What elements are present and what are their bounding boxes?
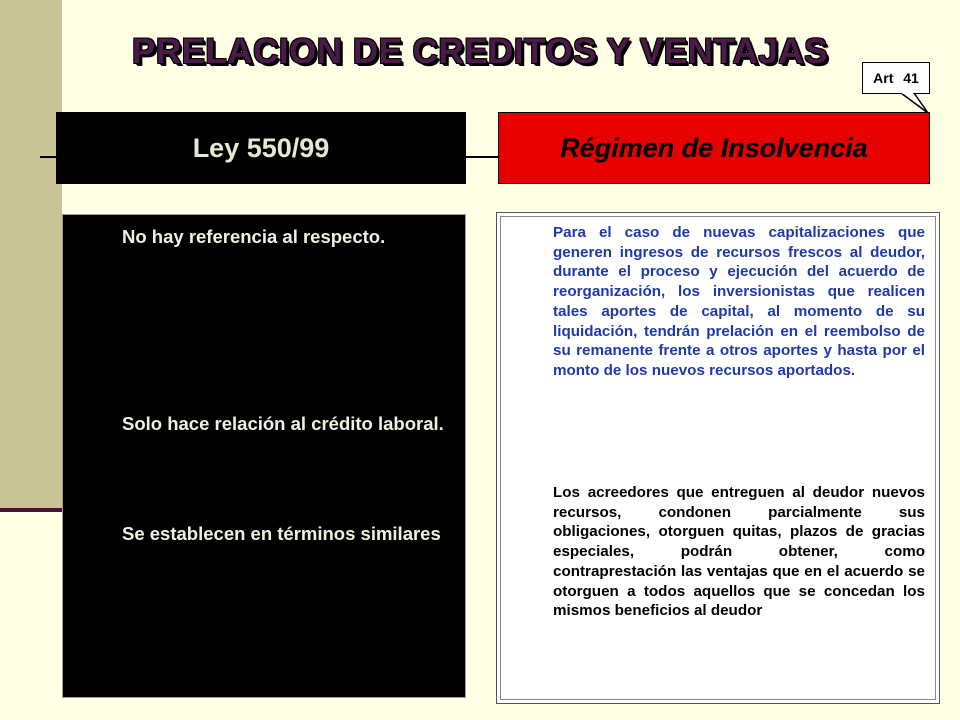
right-content-panel — [496, 212, 940, 704]
slide-title: PRELACION DE CREDITOS Y VENTAJAS — [131, 32, 829, 71]
left-content-panel — [62, 214, 466, 698]
decorative-side-line — [0, 508, 64, 512]
article-callout: Art 41 — [862, 62, 930, 94]
connector-line-middle — [464, 156, 500, 158]
right-column-header: Régimen de Insolvencia — [498, 112, 930, 184]
right-paragraph-1: Para el caso de nuevas capitalizaciones que generen ingresos de recursos frescos al deudor, durante el proceso y ejecución del acuerdo de reorganización, los inversionistas que realicen tales aportes de capital, al momento de su liquidación, tendrán prelación en el reembolso de su remanente frente a otros aportes y hasta por el monto de los nuevos recursos aportados. — [553, 224, 925, 379]
right-paragraph-2: Los acreedores que entreguen al deudor nuevos recursos, condonen parcialmente sus obligaciones, otorguen quitas, plazos de gracias especiales, podrán obtener, como contraprestación las ventajas que en el acuerdo se otorguen a todos aquellos que se concedan los mismos beneficios al deudor — [553, 484, 925, 620]
left-paragraph-2: Solo hace relación al crédito laboral. — [122, 413, 444, 434]
left-paragraph-1: No hay referencia al respecto. — [122, 226, 386, 247]
decorative-side-bar — [0, 0, 62, 510]
left-paragraph-3: Se establecen en términos similares — [122, 523, 441, 544]
left-column-header: Ley 550/99 — [56, 112, 466, 184]
